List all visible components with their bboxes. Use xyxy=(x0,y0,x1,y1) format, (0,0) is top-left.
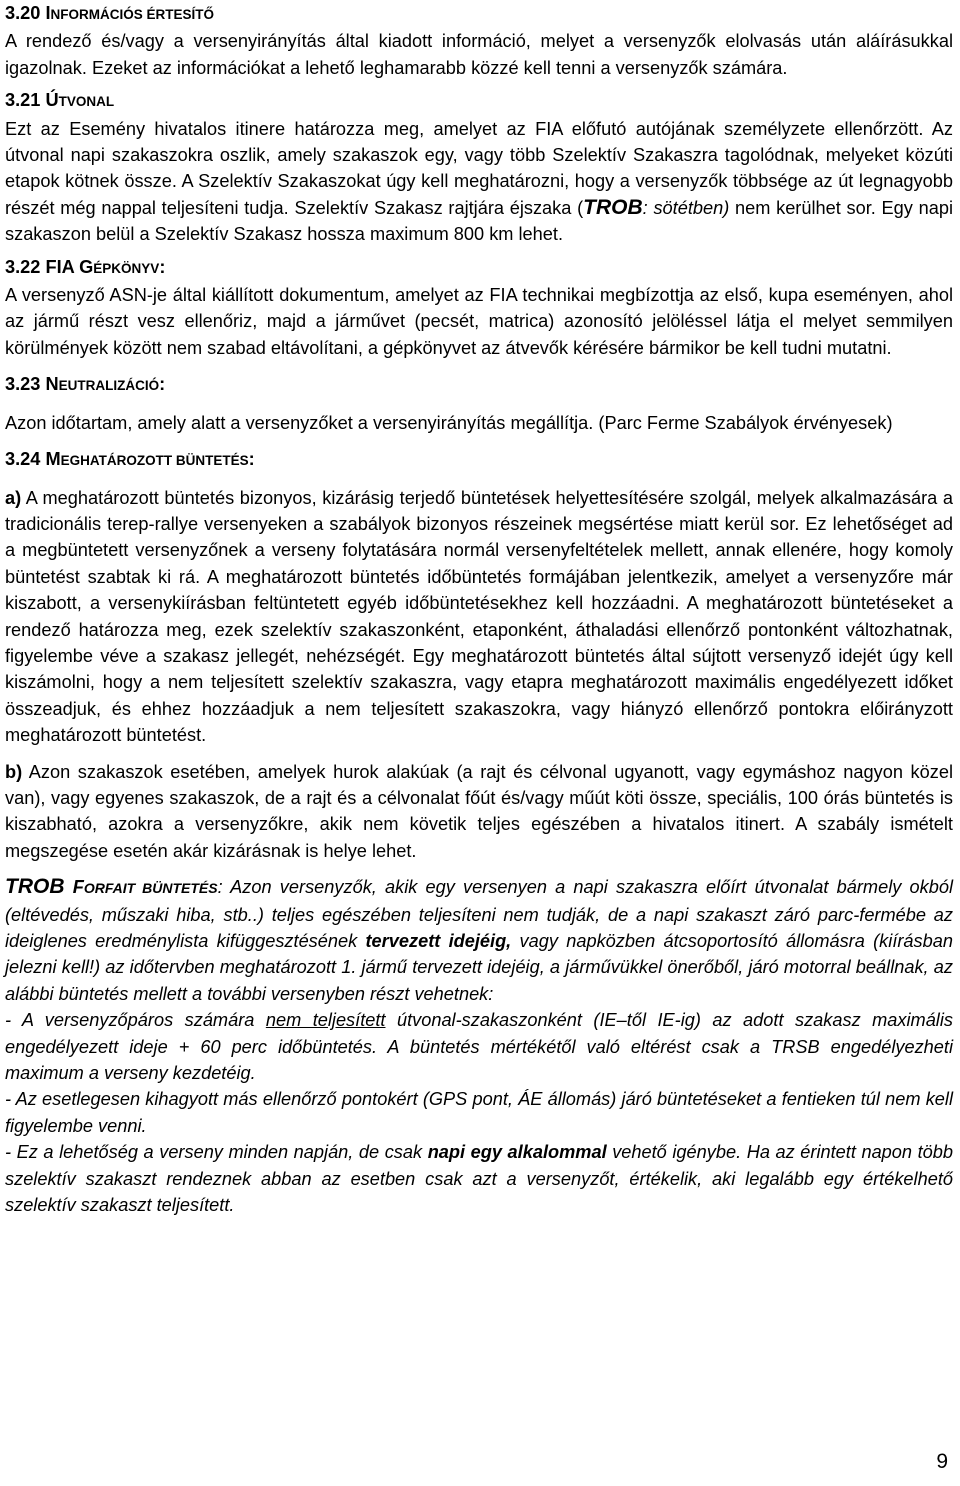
section-3-22-heading: 3.22 FIA GÉPKÖNYV: xyxy=(5,256,166,277)
trob-item-3: - Ez a lehetőség a verseny minden napján, de csak napi egy alkalommal vehető igénybe. Ha az érintett napon több szelektív szakaszt rendeznek abban az esetben csak azt a versenyzőt, értékelik, aki legalább egy értékelhető szelektív szakaszt teljesített. xyxy=(5,1142,953,1216)
section-3-20-body: A rendező és/vagy a versenyirányítás által kiadott információ, melyet a versenyzők elolvasás után aláírásukkal igazolnak. Ezeket az információkat a lehető leghamarabb közzé kell tenni a versenyzők számára. xyxy=(5,31,953,78)
trob-item-2: - Az esetlegesen kihagyott más ellenőrző pontokért (GPS pont, ÁE állomás) járó büntetéseket a fentieken túl nem kell figyelembe venni. xyxy=(5,1089,953,1136)
section-3-20-heading: 3.20 INFORMÁCIÓS ÉRTESÍTŐ xyxy=(5,3,215,23)
section-3-23-body: Azon időtartam, amely alatt a versenyzőket a versenyirányítás megállítja. (Parc Ferme Szabályok érvényesek) xyxy=(5,412,893,433)
page-number: 9 xyxy=(936,1450,948,1473)
section-3-21-heading: 3.21 ÚTVONAL xyxy=(5,90,115,111)
section-3-24-a-body: a) A meghatározott büntetés bizonyos, kizárásig terjedő büntetések helyettesítésére szolgál, melyek alkalmazására a tradicionális terep-rallye versenyeken a szabályok bizonyos részeinek megsértése miatt kerül sor. Ez lehetőséget ad a megbüntetett versenyzőnek a verseny folytatására normál versenyfeltételek mellett, annak ellenére, hogy komoly büntetést szabtak ki rá. A meghatározott büntetés időbüntetés formájában jelentkezik, amelyet a versenyzőre már kiszabott, a versenykiírásban feltüntetett egyéb időbüntetésekhez kell hozzáadni. A meghatározott büntetéseket a rendező határozza meg, ezek szelektív szakaszonként, etaponként, áthaladási ellenőrző pontonként változhatnak, figyelembe véve a szakasz jellegét, nehézségét. Egy meghatározott büntetés által sújtott versenyző idejét úgy kell kiszámolni, hogy a nem teljesített szelektív szakaszra, vagy etapra meghatározott maximális engedélyezett időket összeadjuk, és ehhez hozzáadjuk a nem teljesített szakaszokra, vagy hiányzó ellenőrző pontokra előirányzott meghatározott büntetést. xyxy=(5,487,953,746)
trob-inline: TROB xyxy=(583,195,643,219)
section-3-24-heading: 3.24 MEGHATÁROZOTT BÜNTETÉS: xyxy=(5,449,255,470)
document-page xyxy=(5,0,953,1218)
section-3-23-heading: 3.23 NEUTRALIZÁCIÓ: xyxy=(5,374,166,395)
section-3-24-b-body: b) Azon szakaszok esetében, amelyek hurok alakúak (a rajt és célvonal ugyanott, vagy egymáshoz nagyon közel van), vagy egyenes szakaszok, de a rajt és a célvonalat főút és/vagy műút köti össze, speciális, 100 órás büntetés is kiszabható, azokra a versenyzőkre, akik nem követik teljes egészében a hivatalos itinert. A szabály ismételt megszegése esetén akár kizárásnak is helye lehet. xyxy=(5,761,953,861)
trob-item-1: - A versenyzőpáros számára nem teljesített útvonal-szakaszonként (IE–től IE-ig) az adott szakasz maximális engedélyezett ideje + 60 perc időbüntetés. A büntetés mértékétől való eltérést csak a TRSB engedélyezheti maximum a verseny kezdetéig. xyxy=(5,1010,953,1084)
section-3-21-body: Ezt az Esemény hivatalos itinere határozza meg, amelyet az FIA előfutó autójának személyzete ellenőrzött. Az útvonal napi szakaszokra oszlik, amely szakaszok egy, vagy több Szelektív Szakaszra tagolódnak, melyeket közúti etapok kötnek össze. A Szelektív Szakaszokat úgy kell meghatározni, hogy a versenyzők többsége az út legnagyobb részét még nappal teljesíteni tudja. Szelektív Szakasz rajtjára éjszaka (TROB: sötétben) nem kerülhet sor. Egy napi szakaszon belül a Szelektív Szakasz hossza maximum 800 km lehet. xyxy=(5,118,953,245)
trob-forfait-body: TROB FORFAIT BÜNTETÉS: Azon versenyzők, akik egy versenyen a napi szakaszra előírt útvonalat bármely okból (eltévedés, műszaki hiba, stb..) teljes egészében teljesíteni nem tudják, de a napi szakaszt záró parc-fermébe az ideiglenes eredménylista kifüggesztésének tervezett idejéig, vagy napközben átcsoportosító állomásra (kiírásban jelezni kell!) az időtervben meghatározott 1. jármű tervezett idejéig, a járművükkel önerőből, járó motorral beállnak, az alábbi büntetés mellett a további versenyben részt vehetnek: xyxy=(5,875,953,1004)
section-3-22-body: A versenyző ASN-je által kiállított dokumentum, amelyet az FIA technikai megbízottja az első, kupa eseményen, ahol az jármű részt vesz ellenőriz, majd a járművet (pecsét, matrica) azonosító jelöléssel látja el melyet semmilyen körülmények között nem szabad eltávolítani, a gépkönyvet az átvevők kérésére bármikor be kell tudni mutatni. xyxy=(5,285,953,358)
